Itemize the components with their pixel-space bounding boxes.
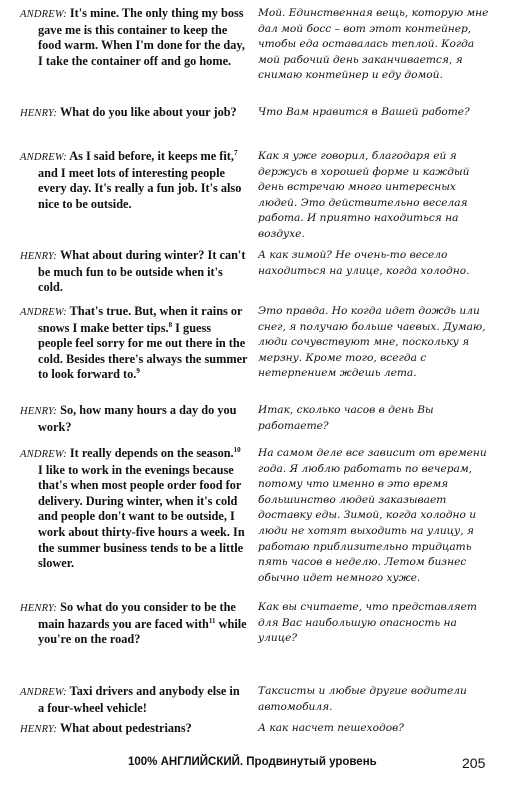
english-text: It really depends on the season. bbox=[69, 446, 234, 460]
footnote-marker: 7 bbox=[233, 148, 238, 157]
english-line bbox=[20, 403, 248, 435]
english-line bbox=[20, 149, 248, 212]
russian-translation: Как я уже говорил, благодаря ей я держусь в хорошей форме и каждый день встречаю много интересных людей. Это действительно веселая работа. И приятно находиться на воздухе. bbox=[258, 150, 470, 240]
english-line bbox=[20, 600, 248, 648]
speaker-label: HENRY: bbox=[20, 108, 58, 119]
speaker-label: ANDREW: bbox=[20, 152, 67, 163]
russian-translation: Мой. Единственная вещь, которую мне дал мой босс – вот этот контейнер, чтобы еда оставалась теплой. Когда мой рабочий день заканчивается, я снимаю контейнер и еду домой. bbox=[258, 7, 489, 82]
russian-translation: А как насчет пешеходов? bbox=[258, 722, 404, 734]
speaker-label: ANDREW: bbox=[20, 687, 67, 698]
speaker-label: ANDREW: bbox=[20, 9, 67, 20]
russian-translation: Таксисты и любые другие водители автомобиля. bbox=[258, 685, 467, 713]
english-text: What about during winter? It can't be much fun to be outside when it's cold. bbox=[38, 248, 246, 295]
footnote-marker: 11 bbox=[208, 616, 216, 625]
footnote-marker: 9 bbox=[136, 367, 140, 376]
english-text: As I said before, it keeps me fit, bbox=[69, 149, 234, 163]
english-line bbox=[20, 248, 248, 296]
speaker-label: HENRY: bbox=[20, 724, 58, 735]
english-text: I like to work in the evenings because that's when most people order food for delivery. During winter, when it's cold and people don't want to be outside, I work about thirty-five hours a week. In the summer business tends to be a little slower. bbox=[38, 462, 245, 571]
english-text: Taxi drivers and anybody else in a four-wheel vehicle! bbox=[38, 684, 240, 715]
speaker-label: ANDREW: bbox=[20, 449, 67, 460]
russian-translation: Это правда. Но когда идет дождь или снег, я получаю больше чаевых. Думаю, люди сочувствуют мне, поскольку я мерзну. Кроме того, всегда с нетерпением ждешь лета. bbox=[258, 305, 486, 380]
english-line bbox=[20, 105, 248, 122]
english-text: What about pedestrians? bbox=[59, 721, 192, 735]
page-number: 205 bbox=[462, 755, 486, 771]
english-text: That's true. But, when it rains or snows I make better tips. bbox=[38, 304, 243, 335]
english-line bbox=[20, 6, 248, 69]
english-line bbox=[20, 684, 248, 716]
footnote-marker: 10 bbox=[233, 445, 241, 454]
footnote-marker: 8 bbox=[168, 320, 173, 329]
english-text: So, how many hours a day do you work? bbox=[38, 403, 237, 434]
russian-translation: Итак, сколько часов в день Вы работаете? bbox=[258, 404, 434, 432]
speaker-label: HENRY: bbox=[20, 406, 58, 417]
english-text: and I meet lots of interesting people every day. It's really a fun job. It's also nice to be outside. bbox=[38, 165, 242, 211]
english-line bbox=[20, 721, 248, 738]
page-footer bbox=[0, 756, 512, 776]
russian-translation: На самом деле все зависит от времени года. Я люблю работать по вечерам, потому что именно в это время большинство людей заказывает доставку еды. Зимой, когда холодно и люди не хотят выходить на улицу, я работаю приблизительно тридцать пять часов в неделю. Летом бизнес обычно идет немного хуже. bbox=[258, 447, 487, 584]
russian-translation: Как вы считаете, что представляет для Вас наибольшую опасность на улице? bbox=[258, 601, 477, 645]
english-text: while you're on the road? bbox=[38, 616, 247, 647]
russian-translation: Что Вам нравится в Вашей работе? bbox=[258, 106, 470, 118]
speaker-label: HENRY: bbox=[20, 603, 58, 614]
english-text: I guess people feel sorry for me out there in the cold. Besides there's always the summer to look forward to. bbox=[38, 320, 248, 382]
speaker-label: ANDREW: bbox=[20, 307, 67, 318]
english-text: What do you like about your job? bbox=[59, 105, 237, 119]
english-line bbox=[20, 446, 248, 572]
english-text: So what do you consider to be the main hazards you are faced with bbox=[38, 600, 236, 631]
russian-translation: А как зимой? Не очень-то весело находиться на улице, когда холодно. bbox=[258, 249, 470, 277]
book-title: 100% АНГЛИЙСКИЙ. Продвинутый уровень bbox=[128, 756, 377, 768]
english-text: It's mine. The only thing my boss gave me is this container to keep the food warm. When I'm done for the day, I take the container off and go home. bbox=[38, 6, 245, 68]
speaker-label: HENRY: bbox=[20, 251, 58, 262]
english-line bbox=[20, 304, 248, 383]
